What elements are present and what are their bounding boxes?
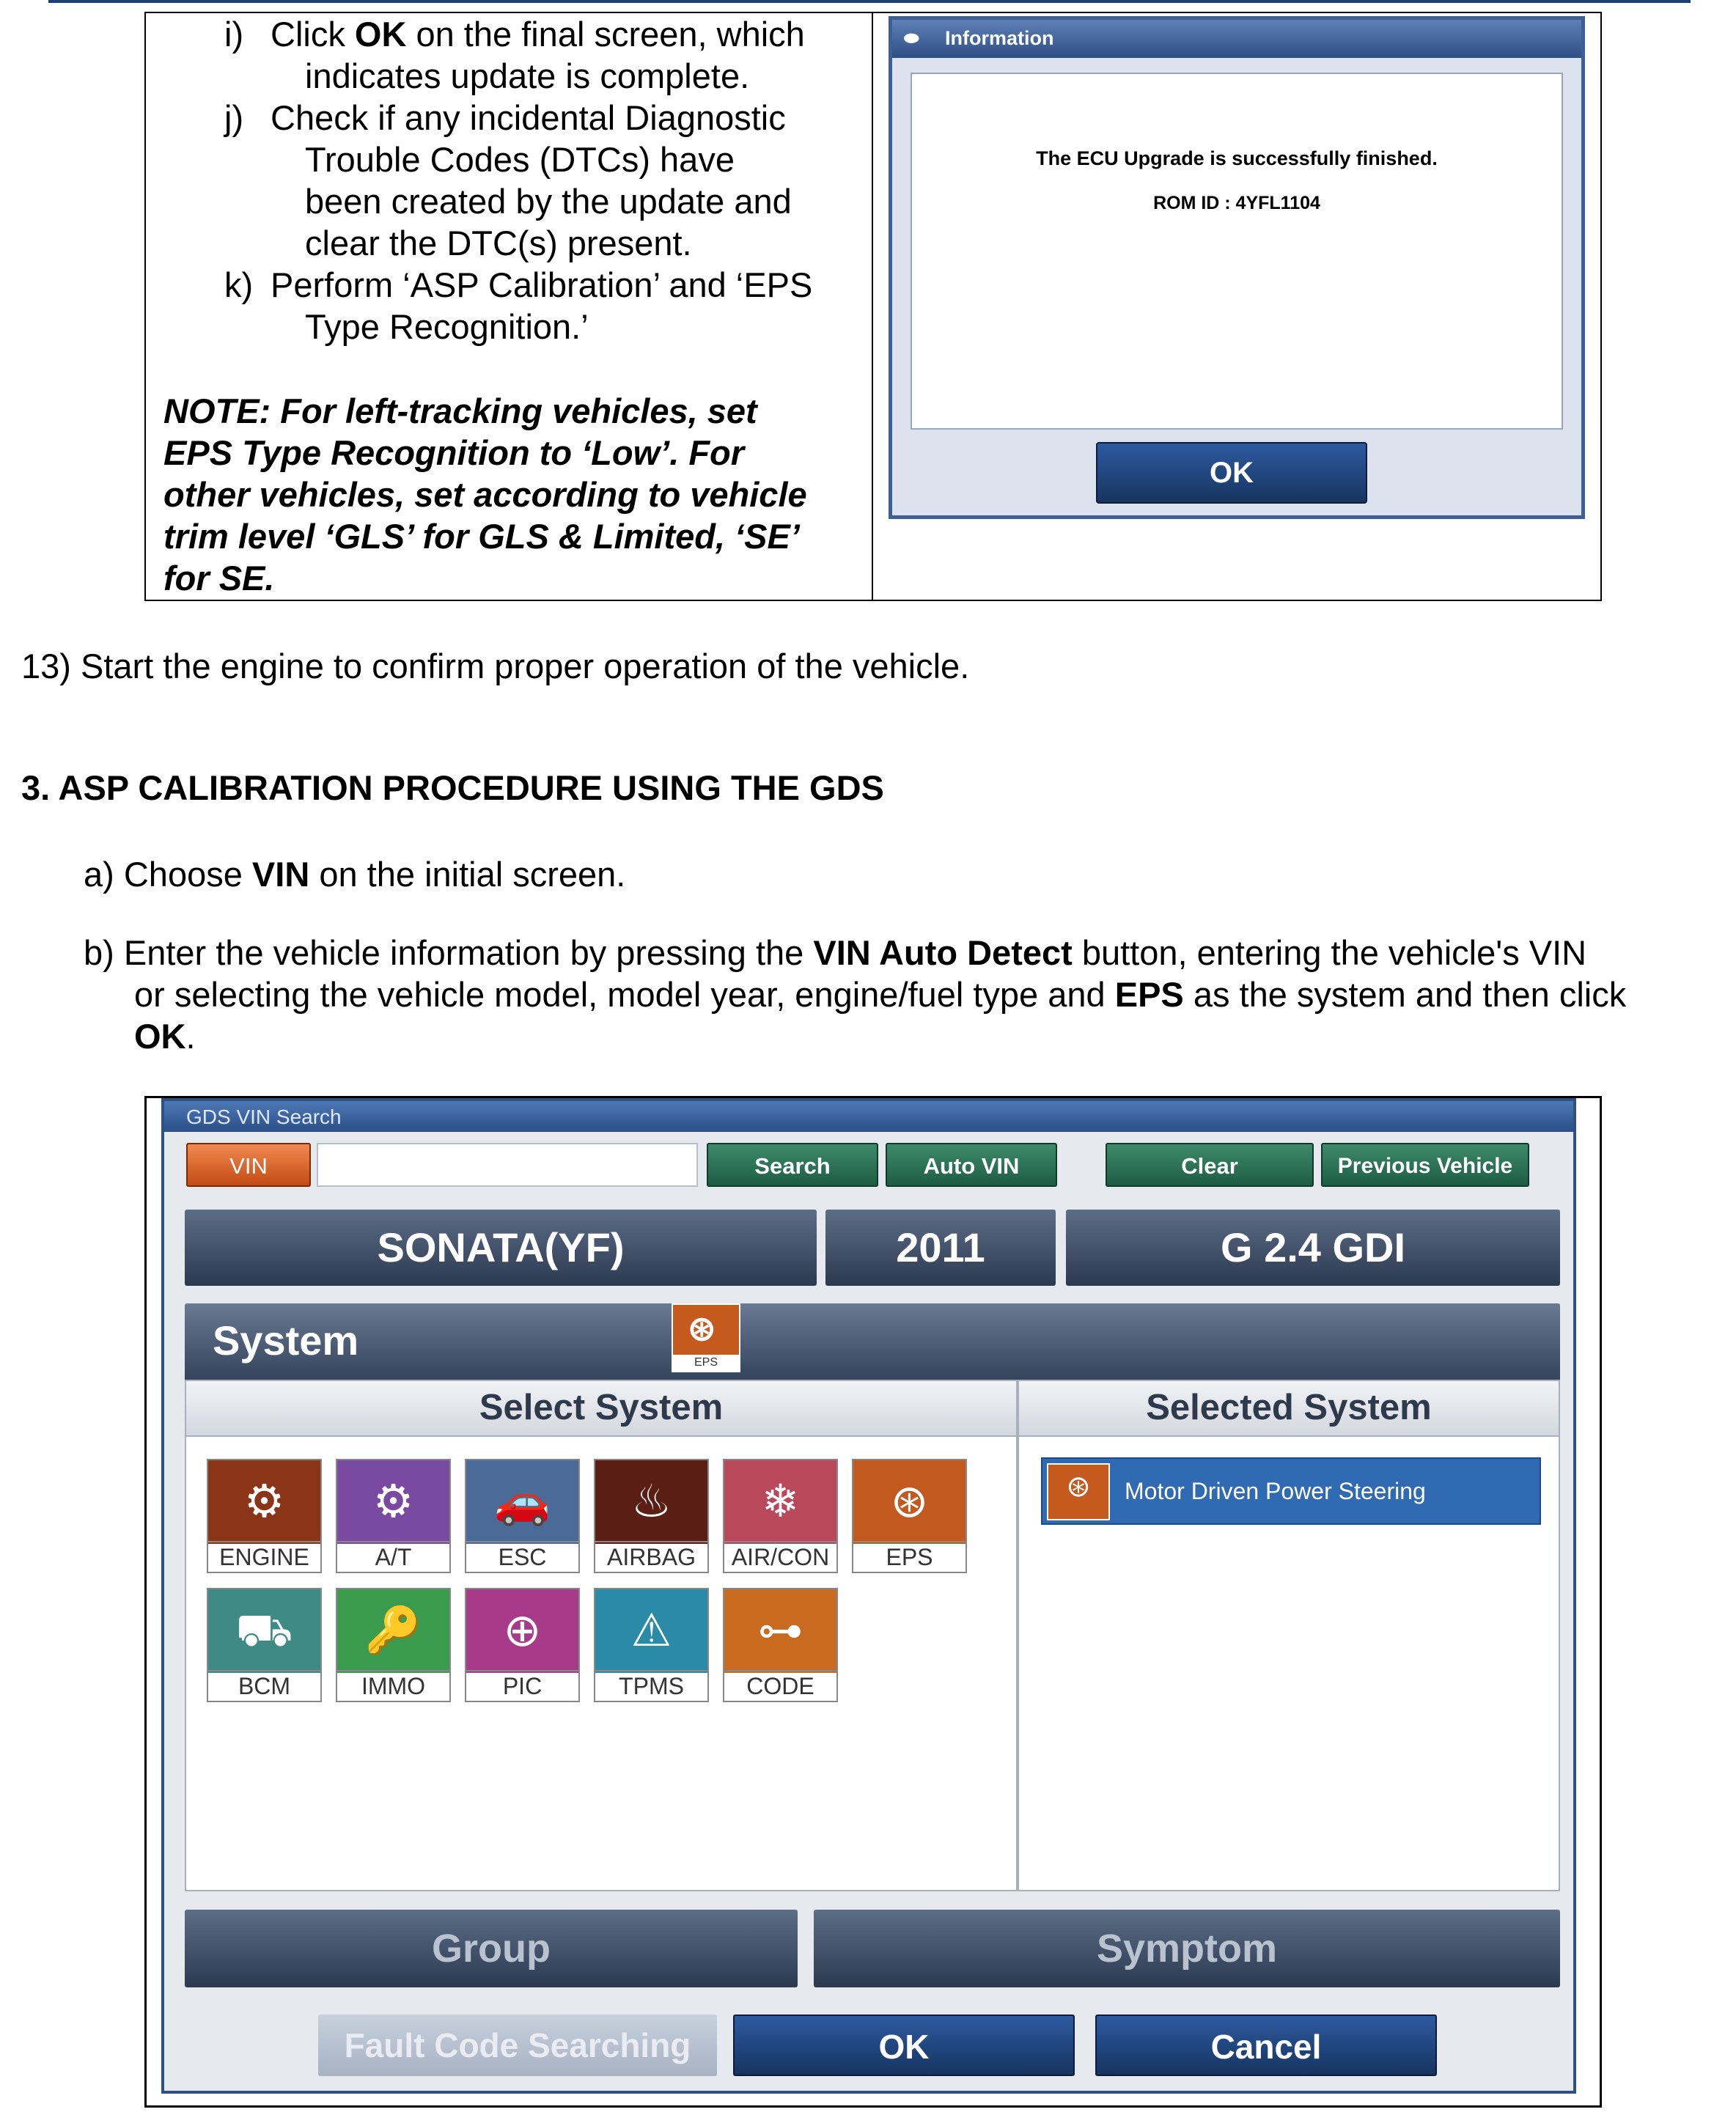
ok-button[interactable]: OK <box>733 2015 1075 2076</box>
tile-caption: IMMO <box>337 1670 449 1701</box>
step-label: k) <box>224 265 254 304</box>
key-icon: 🔑 <box>337 1589 449 1673</box>
window-menu-icon[interactable]: ⬬ <box>904 29 919 48</box>
vehicle-model-selector[interactable]: SONATA(YF) <box>185 1210 817 1286</box>
tile-caption: ENGINE <box>208 1541 320 1572</box>
step-i-line2: indicates update is complete. <box>305 56 750 95</box>
step-a <box>84 853 625 895</box>
note-block <box>163 390 807 599</box>
gds-screenshot-frame <box>144 1096 1602 2108</box>
aircon-icon: ❄ <box>724 1460 836 1544</box>
note-line: NOTE: For left-tracking vehicles, set <box>163 391 757 430</box>
tire-pressure-icon: ⚠ <box>595 1589 707 1673</box>
selected-system-item[interactable] <box>1041 1457 1541 1525</box>
note-line: trim level ‘GLS’ for GLS & Limited, ‘SE’ <box>163 517 800 556</box>
dialog-message: The ECU Upgrade is successfully finished. <box>1036 147 1438 169</box>
step-label: b) <box>84 933 114 972</box>
gds-title: GDS VIN Search <box>186 1105 342 1128</box>
eps-icon-caption: EPS <box>673 1355 739 1371</box>
system-tile-airbag[interactable] <box>594 1459 709 1573</box>
rom-id: ROM ID : 4YFL1104 <box>1153 193 1320 213</box>
step-label: i) <box>224 15 244 54</box>
information-dialog <box>889 16 1585 519</box>
step-label: j) <box>224 98 244 137</box>
tile-caption: A/T <box>337 1541 449 1572</box>
system-tile-eps[interactable] <box>852 1459 967 1573</box>
tile-caption: AIRBAG <box>595 1541 707 1572</box>
steering-wheel-icon: ⊛ <box>688 1309 716 1347</box>
previous-vehicle-button[interactable]: Previous Vehicle <box>1321 1143 1529 1187</box>
tile-caption: PIC <box>466 1670 578 1701</box>
selected-system-panel <box>1018 1380 1560 1891</box>
car-body-icon: ⛟ <box>208 1589 320 1673</box>
group-button[interactable]: Group <box>185 1910 798 1987</box>
code-key-icon: ⊶ <box>724 1589 836 1673</box>
system-tile-engine[interactable] <box>207 1459 322 1573</box>
step-j-line3: been created by the update and <box>305 182 792 221</box>
system-bar <box>185 1303 1560 1380</box>
gds-vin-search-window <box>161 1098 1576 2094</box>
step-label: a) <box>84 855 114 894</box>
steering-wheel-icon: ⊛ <box>853 1460 966 1544</box>
system-tile-code[interactable] <box>723 1588 838 1702</box>
tile-caption: AIR/CON <box>724 1541 836 1572</box>
procedure-table <box>144 12 1602 601</box>
search-button[interactable]: Search <box>707 1143 878 1187</box>
ok-keyword: OK <box>354 15 407 54</box>
steering-wheel-icon: ⊛ <box>1047 1463 1110 1520</box>
eps-system-icon <box>672 1303 740 1372</box>
model-year-selector[interactable]: 2011 <box>825 1210 1056 1286</box>
step-b-line1 <box>84 932 1586 974</box>
step-b-line2: or selecting the vehicle model, model year, engine/fuel type and EPS as the system and then click <box>134 975 1627 1014</box>
system-tile-a-t[interactable] <box>336 1459 451 1573</box>
step-j-line2: Trouble Codes (DTCs) have <box>305 140 735 179</box>
select-system-header: Select System <box>186 1381 1016 1437</box>
gds-titlebar <box>164 1101 1573 1132</box>
system-tile-pic[interactable] <box>465 1588 580 1702</box>
auto-vin-button[interactable]: Auto VIN <box>886 1143 1057 1187</box>
header-rule <box>48 0 1691 3</box>
note-line: other vehicles, set according to vehicle <box>163 475 807 514</box>
step-j-line4: clear the DTC(s) present. <box>305 224 692 262</box>
selected-system-label: Motor Driven Power Steering <box>1125 1478 1426 1504</box>
system-tile-tpms[interactable] <box>594 1588 709 1702</box>
system-tile-bcm[interactable] <box>207 1588 322 1702</box>
clear-button[interactable]: Clear <box>1106 1143 1314 1187</box>
step-k-line2: Type Recognition.’ <box>305 307 589 346</box>
step-i-line1: Click OK on the final screen, which <box>271 15 805 54</box>
dialog-message-panel <box>911 73 1563 430</box>
symptom-button[interactable]: Symptom <box>814 1910 1560 1987</box>
dialog-title: Information <box>945 27 1054 49</box>
engine-selector[interactable]: G 2.4 GDI <box>1066 1210 1560 1286</box>
step-a-text: Choose VIN on the initial screen. <box>123 855 626 894</box>
section-heading: 3. ASP CALIBRATION PROCEDURE USING THE GDS <box>21 768 884 807</box>
dialog-titlebar <box>892 20 1581 58</box>
car-icon: 🚗 <box>466 1460 578 1544</box>
select-system-panel <box>185 1380 1018 1891</box>
instructions-cell <box>146 13 873 600</box>
selected-system-header: Selected System <box>1019 1381 1559 1437</box>
system-tile-immo[interactable] <box>336 1588 451 1702</box>
dialog-ok-button[interactable]: OK <box>1096 442 1367 504</box>
tile-caption: ESC <box>466 1541 578 1572</box>
fault-code-searching-button[interactable]: Fault Code Searching <box>318 2015 717 2076</box>
step-13: 13) Start the engine to confirm proper operation of the vehicle. <box>21 647 970 685</box>
tile-caption: EPS <box>853 1541 966 1572</box>
vin-label-button[interactable]: VIN <box>186 1143 311 1187</box>
note-line: EPS Type Recognition to ‘Low’. For <box>163 433 745 472</box>
step-b-line3: OK. <box>134 1017 196 1056</box>
airbag-icon: ♨ <box>595 1460 707 1544</box>
note-line: for SE. <box>163 559 275 597</box>
system-label: System <box>213 1317 359 1364</box>
smart-key-icon: ⊕ <box>466 1589 578 1673</box>
system-tile-air-con[interactable] <box>723 1459 838 1573</box>
tile-caption: TPMS <box>595 1670 707 1701</box>
step-b-text: Enter the vehicle information by pressing the VIN Auto Detect button, entering the vehicle's VIN <box>123 933 1587 972</box>
cancel-button[interactable]: Cancel <box>1095 2015 1437 2076</box>
vin-input[interactable] <box>317 1143 698 1187</box>
step-j-line1: Check if any incidental Diagnostic <box>271 98 786 137</box>
gears-icon: ⚙ <box>337 1460 449 1544</box>
system-tile-esc[interactable] <box>465 1459 580 1573</box>
engine-icon: ⚙ <box>208 1460 320 1544</box>
tile-caption: CODE <box>724 1670 836 1701</box>
tile-caption: BCM <box>208 1670 320 1701</box>
step-k-line1: Perform ‘ASP Calibration’ and ‘EPS <box>271 265 813 304</box>
